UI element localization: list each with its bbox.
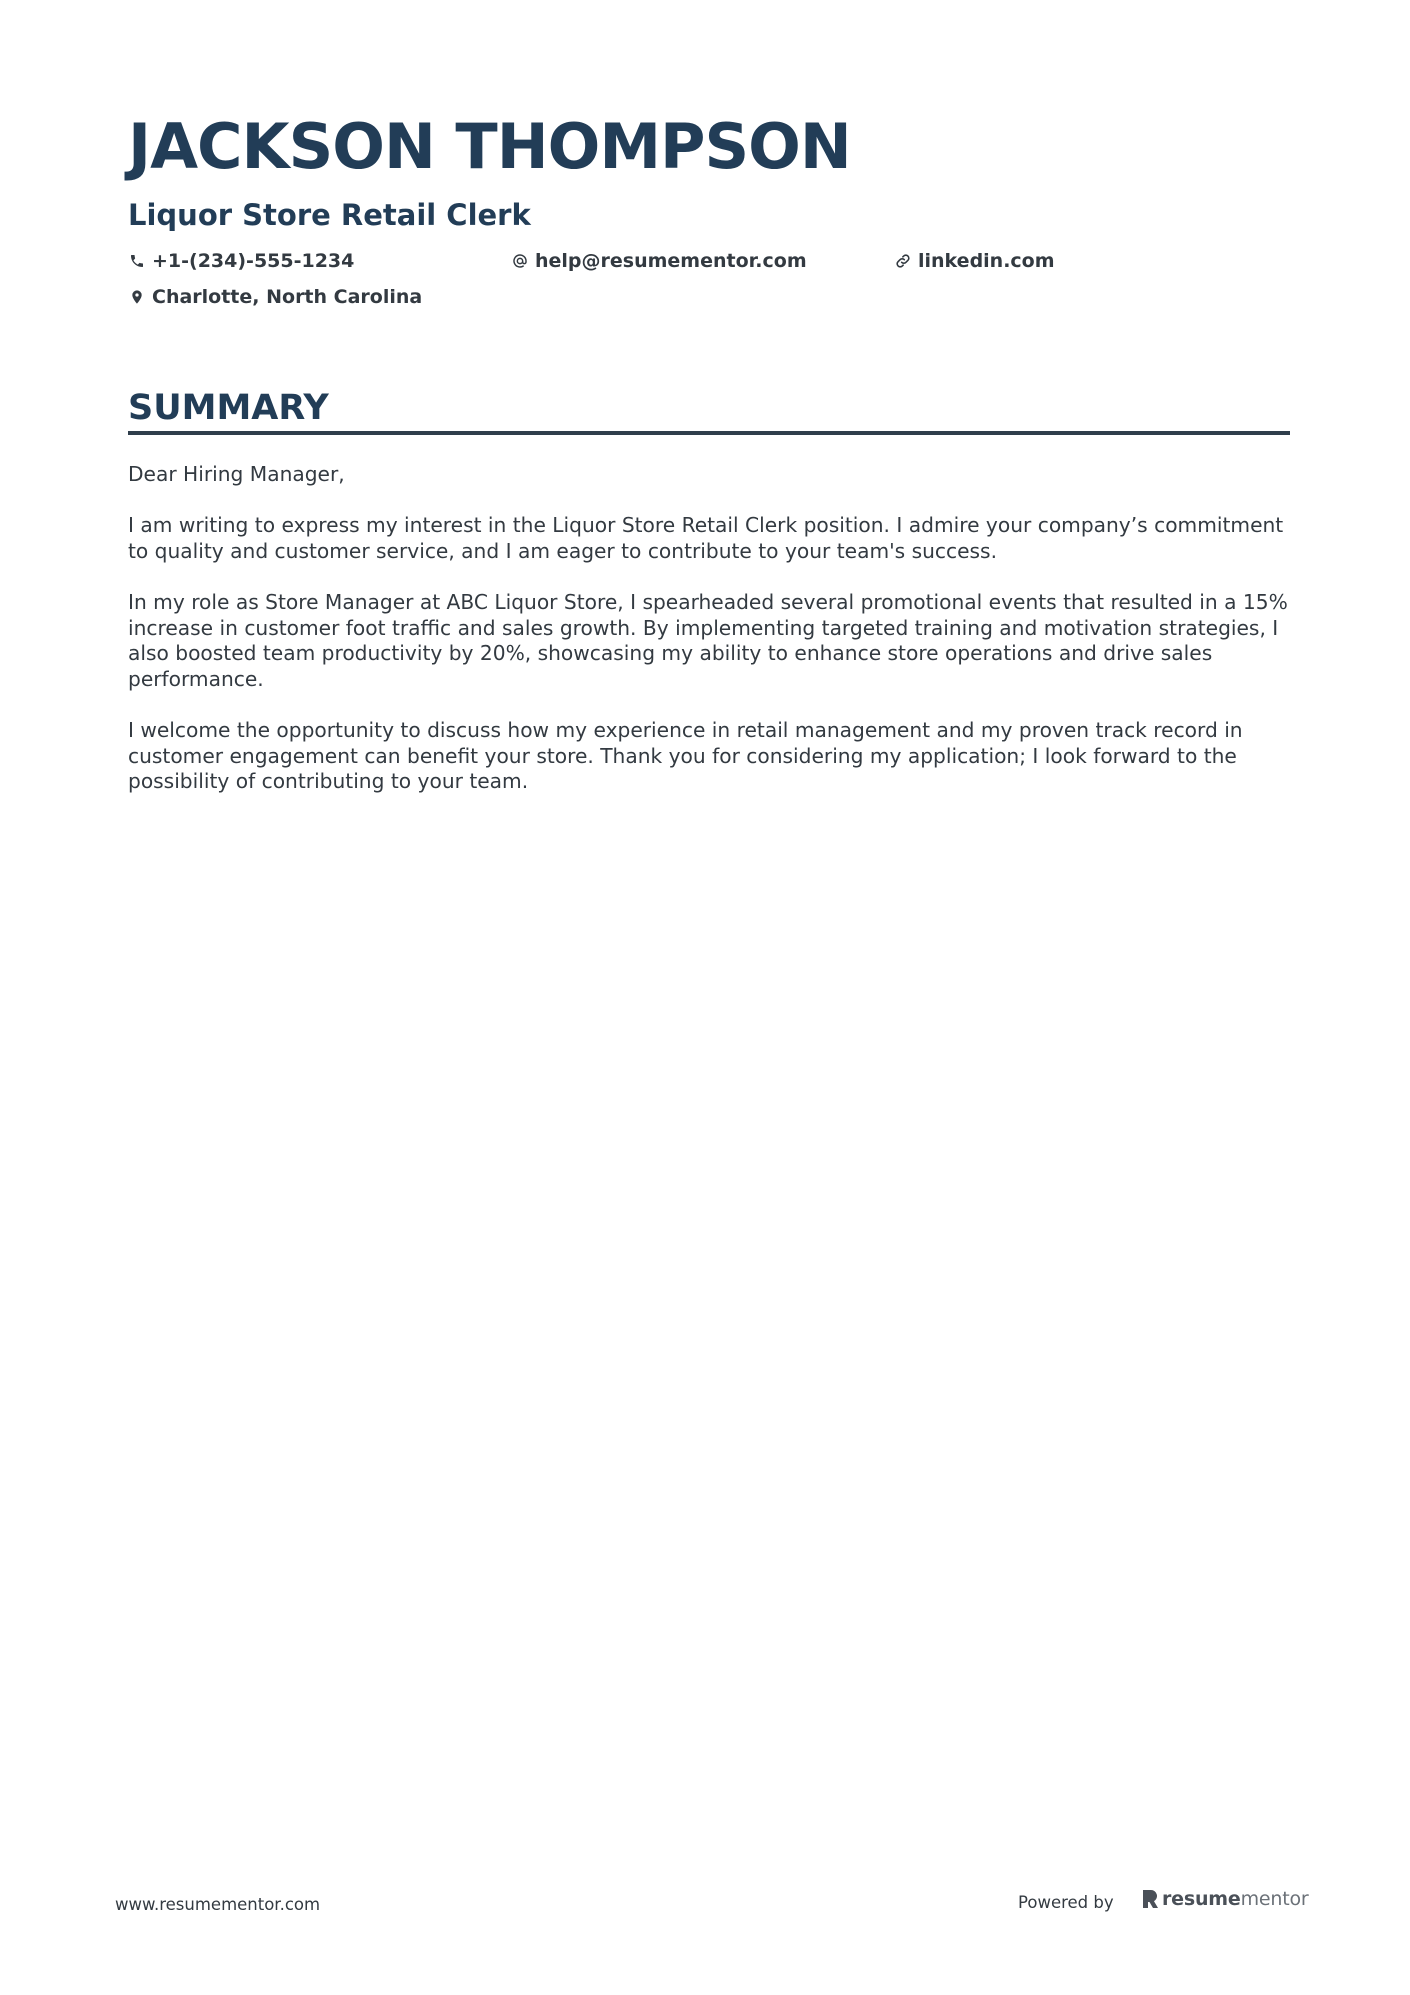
phone-text: +1-(234)-555-1234 xyxy=(152,250,355,272)
at-icon xyxy=(511,252,529,270)
email-text: help@resumementor.com xyxy=(535,250,807,272)
brand-name xyxy=(1162,1888,1309,1910)
brand-name-bold: resume xyxy=(1162,1888,1241,1910)
contact-phone xyxy=(128,248,354,274)
contact-location xyxy=(128,284,422,310)
header xyxy=(128,108,1288,322)
letter-body xyxy=(128,462,1298,820)
phone-icon xyxy=(128,252,146,270)
letter-salutation: Dear Hiring Manager, xyxy=(128,462,345,486)
letter-paragraph: In my role as Store Manager at ABC Liquor Store, I spearheaded several promotional events that resulted in a 15% increase in customer foot traffic and sales growth. By implementing targeted training and motivation strategies, I also boosted team productivity by 20%, showcasing my ability to enhance store operations and drive sales performance. xyxy=(128,589,1288,691)
powered-by-label: Powered by xyxy=(1018,1893,1114,1912)
contact-email xyxy=(511,248,807,274)
letter-paragraph: I welcome the opportunity to discuss how my experience in retail management and my proven track record in customer engagement can benefit your store. Thank you for considering my application; I look forward to the possibility of contributing to your team. xyxy=(128,717,1243,794)
contact-info xyxy=(128,248,1288,322)
section-divider xyxy=(128,431,1290,435)
link-icon xyxy=(894,252,912,270)
brand-name-light: mentor xyxy=(1240,1888,1309,1910)
candidate-name: JACKSON THOMPSON xyxy=(128,110,851,183)
letter-paragraph: I am writing to express my interest in the Liquor Store Retail Clerk position. I admire your company’s commitment to quality and customer service, and I am eager to contribute to your team's success. xyxy=(128,513,1284,563)
brand-logo[interactable] xyxy=(1141,1888,1309,1910)
resumementor-logo-icon xyxy=(1141,1888,1159,1910)
location-text: Charlotte, North Carolina xyxy=(152,286,423,308)
section-title-summary: SUMMARY xyxy=(128,388,329,428)
footer-url[interactable]: www.resumementor.com xyxy=(115,1895,321,1914)
link-text: linkedin.com xyxy=(918,250,1055,272)
job-title: Liquor Store Retail Clerk xyxy=(128,198,531,232)
contact-link xyxy=(894,248,1055,274)
location-pin-icon xyxy=(128,288,146,306)
